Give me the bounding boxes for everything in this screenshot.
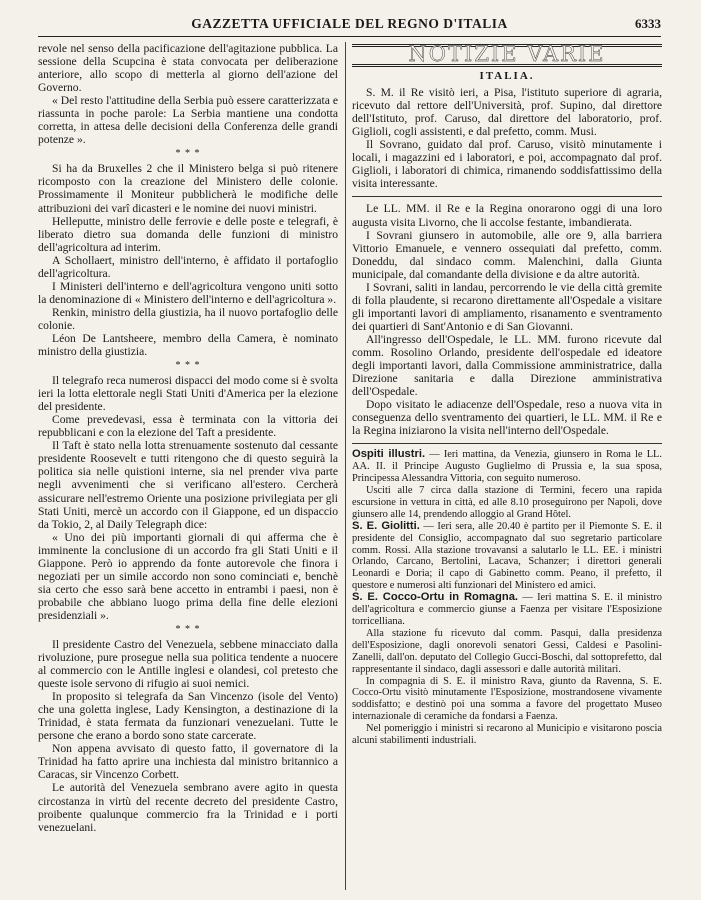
paragraph: Dopo visitato le adiacenze dell'Ospedale, reso a nuova vita in conseguenza dello sventramento dei quartieri, le LL. MM. il Re e la Regina iniziarono la visita nell'interno dell'Ospedale. (352, 398, 662, 438)
rubric-cocco-ortu: S. E. Cocco-Ortu in Romagna. (352, 591, 519, 604)
rubric-ospiti: Ospiti illustri. (352, 448, 426, 461)
paragraph: All'ingresso dell'Ospedale, le LL. MM. furono ricevute dal comm. Rosolino Orlando, presidente dell'ospedale ed ideatore degli importanti lavori, dalla Commissione amministratrice, dalla Direzione sanitaria e dalla Direzione amministrativa dell'Ospedale. (352, 332, 662, 399)
rubric-giolitti: S. E. Giolitti. (352, 519, 420, 532)
paragraph: S. M. il Re visitò ieri, a Pisa, l'istituto superiore di agraria, ricevuto dal rettore dell'Università, prof. Supino, dal direttore dell'Istituto, prof. Caruso, dal direttore del laboratorio, prof. Giglioli, cogli assistenti, e dal prefetto, comm. Musi. (352, 86, 662, 139)
paragraph: I Sovrani, saliti in landau, percorrendo le vie della città gremite di folla plaudente, si recarono direttamente all'Ospedale a visitare gli importanti lavori di ampliamento, risanamento e sventramento dei quartieri di Sant'Antonio e di San Giovanni. (352, 280, 662, 333)
section-stars: * * * (175, 148, 201, 160)
paragraph: « Uno dei più importanti giornali di qui afferma che è imminente la conclusione di un accordo fra gli Stati Uniti e il Giappone. Però io apprendo da fonte autorevole che finora i negoziati per un simile accordo non sono cominciati e, benchè sia certo che esso sarà bene accetto in entrambi i paesi, non è probabile che abbiano luogo prima della fine delle elezioni presidenziali ». (38, 530, 338, 622)
section-title-box (352, 44, 662, 67)
subsection-title: ITALIA. (479, 70, 535, 83)
paragraph: Non appena avvisato di questo fatto, il governatore di la Trinidad ha fatto aprire una inchiesta dal ministro britannico a Caracas, sir Vincenzo Corbett. (38, 742, 338, 782)
news-item (352, 592, 662, 628)
paragraph: revole nel senso della pacificazione dell'agitazione pubblica. La sessione della Scupcina è stata convocata per deliberazione anteriore, allo scopo di metterla al giorno dell'azione del Governo. (38, 42, 338, 95)
section-title: NOTIZIE VARIE (408, 42, 606, 66)
page-header (38, 14, 661, 37)
newspaper-title: GAZZETTA UFFICIALE DEL REGNO D'ITALIA (191, 16, 508, 31)
paragraph: Il Taft è stato nella lotta strenuamente sostenuto dal cessante presidente Roosevelt e tutti ritengono che di questo seguirà la politica sia nelle quistioni interne, sia nel prender viva parte negli avvenimenti che si verificano all'estero. Cercherà assicurare nell'estremo Oriente una posizione privilegiata per gli Stati Uniti, mercè un accordo con il Giappone, ed un dispaccio da Tokio, 2, al Daily Telegraph dice: (38, 439, 338, 531)
news-item (352, 521, 662, 592)
left-column (38, 42, 338, 892)
paragraph: A Schollaert, ministro dell'interno, è affidato il portafoglio dell'agricoltura. (38, 253, 338, 280)
paragraph: Il Sovrano, guidato dal prof. Caruso, visitò minutamente i locali, i magazzini ed i laboratori, e poi, accompagnato dal prof. Giglioli, i laboratori di chimica, rimanendo soddisfattissimo della visita interessante. (352, 138, 662, 191)
paragraph: Renkin, ministro della giustizia, ha il nuovo portafoglio delle colonie. (38, 305, 338, 332)
column-divider (345, 42, 346, 890)
paragraph: In compagnia di S. E. il ministro Rava, giunto da Ravenna, S. E. Cocco-Ortu visitò minutamente l'Esposizione, mostrandosene vivamente soddisfatto; e destinò poi una somma a favore del progettato Museo internazionale di ceramiche da fondarsi a Faenza. (352, 675, 662, 723)
paragraph: Le autorità del Venezuela sembrano avere agito in questa circostanza in virtù del recente decreto del presidente Castro, proibente qualunque commercio fra la Trinidad e i porti venezuelani. (38, 781, 338, 834)
page-number: 6333 (635, 16, 661, 31)
news-item (352, 449, 662, 485)
paragraph: Il presidente Castro del Venezuela, sebbene minacciato dalla rivoluzione, pure prosegue nella sua politica tendente a nuocere al commercio con le Antille inglesi e olandesi, col pretesto che queste isole servono di rifugio ai suoi nemici. (38, 637, 338, 691)
paragraph: Le LL. MM. il Re e la Regina onorarono oggi di una loro augusta visita Livorno, che li accolse festante, imbandierata. (352, 202, 662, 229)
paragraph: Si ha da Bruxelles 2 che il Ministero belga si può ritenere ricomposto con la creazione del Ministero delle colonie. Prossimamente il Moniteur pubblicherà le modifiche delle attribuzioni dei varî dicasteri e le nomine dei nuovi ministri. (38, 162, 338, 215)
news-text: — Ieri mattina, da Venezia, giunsero in Roma le LL. AA. II. il Principe Augusto Guglielmo di Prussia e, la sua sposa, Principessa Alessandra Vittoria, con seguito numeroso. (352, 449, 662, 485)
paragraph: Helleputte, ministro delle ferrovie e delle poste e telegrafi, è liberato dietro sua domanda delle funzioni di ministro dell'agricoltura ad interim. (38, 214, 338, 254)
separator (352, 196, 662, 197)
paragraph: I Ministeri dell'interno e dell'agricoltura vengono uniti sotto la denominazione di « Ministero dell'interno e dell'agricoltura ». (38, 279, 338, 306)
paragraph: Il telegrafo reca numerosi dispacci del modo come si è svolta ieri la lotta elettorale negli Stati Uniti d'America per la elezione del presidente. (38, 374, 338, 414)
paragraph: Léon De Lantsheere, membro della Camera, è nominato ministro della giustizia. (38, 331, 338, 359)
paragraph: In proposito si telegrafa da San Vincenzo (isole del Vento) che una goletta inglese, Lady Kensington, a destinazione di la Trinidad, è stata fermata da funzionari venezuelani. Tutte le persone che erano a bordo sono state carcerate. (38, 690, 338, 743)
news-text: — Ieri mattina S. E. il ministro dell'agricoltura e commercio giunse a Faenza per visitare l'Esposizione torricelliana. (352, 592, 662, 627)
news-text: — Ieri sera, alle 20.40 è partito per il Piemonte S. E. il presidente del Consiglio, accompagnato dal suo segretario particolare comm. Rossi. Alla stazione trovavansi a salutarlo le LL. EE. i ministri Orlando, Carcano, Bertolini, Lacava, Schanzer; i direttori generali Leonardi e Doria; il capo di Gabinetto comm. Peano, il prefetto, il questore e numerosi alti funzionari del Ministero ed amici. (352, 520, 662, 592)
paragraph: Usciti alle 7 circa dalla stazione di Termini, fecero una rapida escursione in vettura in città, ed alle 8.10 proseguirono per Napoli, dove giunsero alle 14, prendendo alloggio al Grand Hôtel. (352, 485, 662, 520)
paragraph: I Sovrani giunsero in automobile, alle ore 9, alla barriera Vittorio Emanuele, e vennero ossequiati dal prefetto, comm. Doneddu, dal sindaco comm. Malenchini, dalla Giunta municipale, dal comandante della divisione e da altre autorità. (352, 228, 662, 281)
paragraph: Alla stazione fu ricevuto dal comm. Pasqui, dalla presidenza dell'Esposizione, dagli onorevoli senatori Gessi, Caldesi e Pasolini-Zanelli, dall'on. deputato del Collegio Gucci-Boschi, dal sottoprefetto, dal rappresentante il sindaco, dagli assessori e dalle autorità militari. (352, 627, 662, 675)
section-stars: * * * (175, 360, 201, 372)
paragraph: « Del resto l'attitudine della Serbia può essere caratterizzata e riassunta in poche parole: La Serbia mantiene una condotta corretta, in attesa delle decisioni della Conferenza delle grandi potenze ». (38, 94, 338, 147)
paragraph: Come prevedevasi, essa è terminata con la vittoria dei repubblicani e con la elezione del Taft a presidente. (38, 413, 338, 440)
section-stars: * * * (175, 623, 201, 635)
separator (352, 443, 662, 444)
right-column (352, 42, 662, 892)
paragraph: Nel pomeriggio i ministri si recarono al Municipio e visitarono poscia alcuni stabilimenti industriali. (352, 723, 662, 747)
